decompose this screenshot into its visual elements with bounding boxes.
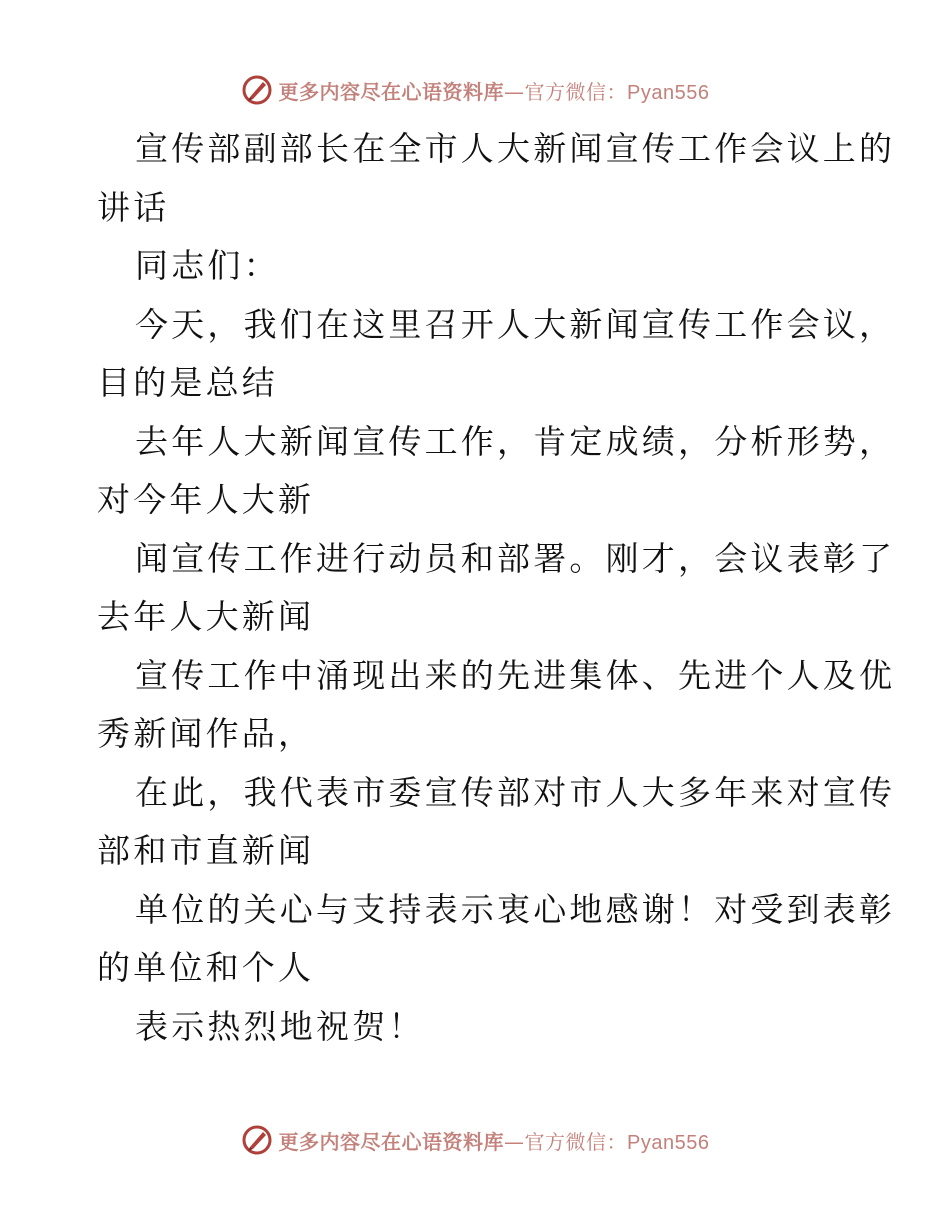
footer-watermark bbox=[0, 1122, 950, 1158]
paragraph-title bbox=[97, 120, 896, 237]
paragraph bbox=[97, 530, 896, 647]
paragraph bbox=[97, 413, 896, 530]
watermark-wechat-id: Pyan556 bbox=[627, 1131, 710, 1154]
paragraph-salutation bbox=[97, 237, 857, 296]
paragraph bbox=[97, 647, 896, 764]
watermark-dash: — bbox=[504, 1129, 525, 1154]
paragraph-line: 单位的关心与支持表示衷心地感谢！对受到表彰 bbox=[135, 889, 896, 929]
quill-logo-icon bbox=[241, 1124, 273, 1156]
watermark-wechat-label: 官方微信： bbox=[524, 79, 628, 104]
watermark-brand: 更多内容尽在心语资料库 bbox=[278, 1129, 505, 1154]
paragraph-line: 同志们： bbox=[135, 246, 280, 285]
paragraph-line: 讲话 bbox=[97, 187, 170, 227]
paragraph-line: 宣传部副部长在全市人大新闻宣传工作会议上的 bbox=[135, 129, 896, 168]
paragraph-closing bbox=[97, 998, 857, 1057]
watermark-text bbox=[279, 1126, 710, 1155]
watermark-text bbox=[279, 76, 710, 105]
paragraph-line: 去年人大新闻 bbox=[97, 597, 315, 636]
watermark-wechat-label: 官方微信： bbox=[524, 1129, 628, 1154]
paragraph-line: 表示热烈地祝贺！ bbox=[135, 1006, 425, 1046]
document-body bbox=[97, 120, 896, 1056]
paragraph-line: 去年人大新闻宣传工作，肯定成绩，分析形势， bbox=[135, 421, 896, 461]
paragraph bbox=[97, 881, 896, 998]
paragraph-line: 在此，我代表市委宣传部对市人大多年来对宣传 bbox=[135, 772, 896, 812]
watermark-brand: 更多内容尽在心语资料库 bbox=[278, 79, 505, 104]
paragraph bbox=[97, 296, 896, 413]
quill-logo-icon bbox=[241, 74, 273, 106]
paragraph bbox=[97, 764, 896, 881]
watermark-dash: — bbox=[504, 79, 525, 104]
paragraph-line: 秀新闻作品， bbox=[97, 714, 315, 753]
paragraph-line: 今天，我们在这里召开人大新闻宣传工作会议， bbox=[135, 304, 896, 344]
paragraph-line: 宣传工作中涌现出来的先进集体、先进个人及优 bbox=[135, 655, 896, 695]
paragraph-line: 对今年人大新 bbox=[97, 480, 315, 519]
paragraph-line: 的单位和个人 bbox=[97, 948, 315, 987]
paragraph-line: 部和市直新闻 bbox=[97, 831, 315, 870]
watermark-wechat-id: Pyan556 bbox=[627, 81, 710, 104]
paragraph-line: 目的是总结 bbox=[97, 363, 278, 402]
header-watermark bbox=[0, 72, 950, 108]
paragraph-line: 闻宣传工作进行动员和部署。刚才，会议表彰了 bbox=[135, 538, 896, 578]
